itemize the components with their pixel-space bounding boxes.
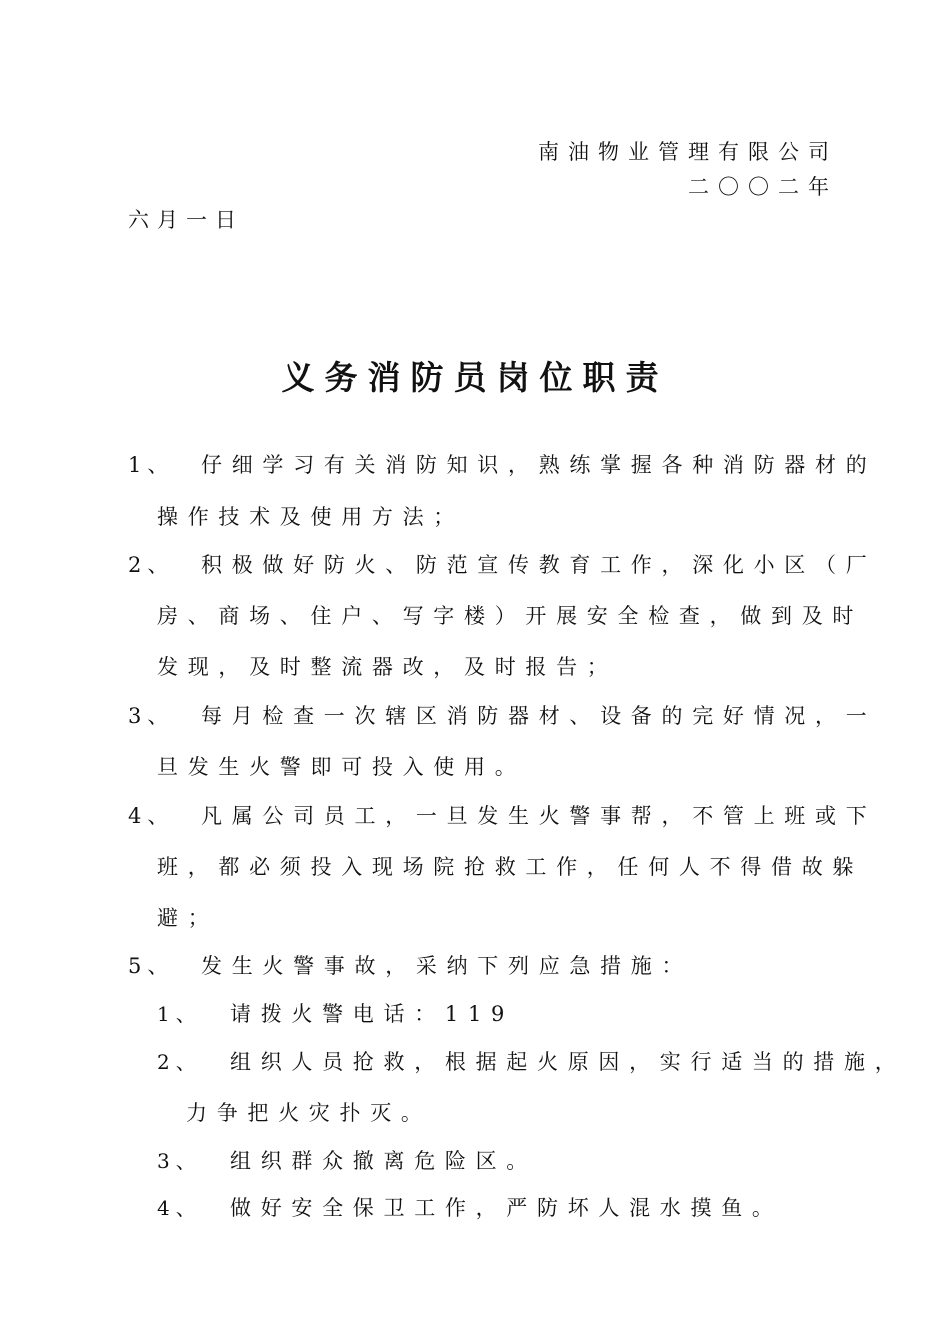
item-text-line: 房、商场、住户、写字楼）开展安全检查，做到及时	[157, 604, 864, 628]
document-title: 义务消防员岗位职责	[281, 358, 669, 397]
subitem-number: 3、	[157, 1149, 202, 1173]
item-text-line: 凡属公司员工，一旦发生火警事帮，不管上班或下	[201, 804, 877, 828]
subitem-text-line: 做好安全保卫工作，严防坏人混水摸鱼。	[230, 1196, 783, 1220]
subitem-text-line: 请拨火警电话：119	[230, 1002, 515, 1026]
item-number: 5、	[128, 954, 175, 978]
item-text-line: 发生火警事故，采纳下列应急措施：	[201, 954, 693, 978]
subitem-text-line: 力争把火灾扑灭。	[186, 1101, 432, 1125]
item-number: 4、	[128, 804, 175, 828]
item-text-line: 避；	[157, 906, 219, 930]
item-text-line: 操作技术及使用方法；	[157, 505, 464, 529]
item-text-line: 发现，及时整流器改，及时报告；	[157, 655, 618, 679]
subitem-text-line: 组织人员抢救，根据起火原因，实行适当的措施，	[230, 1050, 906, 1074]
document-date: 六月一日	[128, 208, 244, 232]
item-number: 1、	[128, 453, 175, 477]
item-number: 2、	[128, 553, 175, 577]
subitem-number: 1、	[157, 1002, 202, 1026]
item-text-line: 仔细学习有关消防知识，熟练掌握各种消防器材的	[201, 453, 877, 477]
item-text-line: 积极做好防火、防范宣传教育工作，深化小区（厂	[201, 553, 877, 577]
subitem-number: 4、	[157, 1196, 202, 1220]
item-text-line: 班，都必须投入现场院抢救工作，任何人不得借故躲	[157, 855, 864, 879]
subitem-text-line: 组织群众撤离危险区。	[230, 1149, 537, 1173]
item-number: 3、	[128, 704, 175, 728]
item-text-line: 旦发生火警即可投入使用。	[157, 755, 526, 779]
document-year: 二〇〇二年	[688, 175, 838, 199]
company-name: 南油物业管理有限公司	[538, 140, 838, 164]
item-text-line: 每月检查一次辖区消防器材、设备的完好情况，一	[201, 704, 877, 728]
subitem-number: 2、	[157, 1050, 202, 1074]
